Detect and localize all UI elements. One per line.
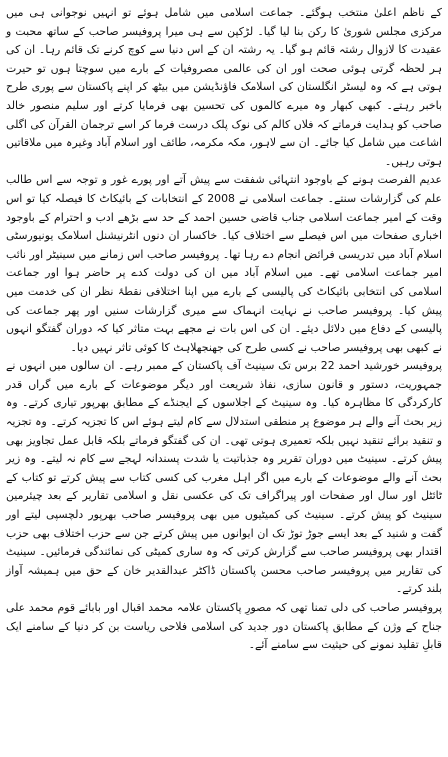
article-paragraph-2: عدیم الفرصت ہونے کے باوجود انتہائی شفقت سے پیش آتے اور پورے غور و توجہ سے اس طالب علم کی گزارشات سنتے۔ جماعت اسلامی نے 2008 کے انتخابات کے بائیکاٹ کا فیصلہ کیا تو اس وقت کے امیر جماعت اسلامی جناب قاضی حسین احمد کے حد سے بڑھے ادب و احترام کے باوجود اخباری صفحات میں اس فیصلے سے اختلاف کیا۔ خاکسار ان دنوں انٹرنیشنل اسلامک یونیورسٹی اسلام آباد میں تدریسی فرائض انجام دے رہا تھا۔ پروفیسر صاحب اس زمانے میں سینیٹر اور نائب امیر جماعت اسلامی تھے۔ میں اسلام آباد میں ان کی دولت کدے پر حاضر ہوا اور جماعت اسلامی کی انتخابی بائیکاٹ کی پالیسی کے بارے میں اپنا اختلافی نقطۂ نظر ان کی خدمت میں پیش کیا۔ پروفیسر صاحب نے نہایت انہماک سے میری گزارشات سنیں اور پھر جماعت کی پالیسی کے دفاع میں دلائل دیئے۔ ان کی اس بات نے مجھے بہت متاثر کیا کہ دوران گفتگو انہوں نے کبھی بھی پروفیسر صاحب نے کسی طرح کی جھنجھلاہٹ کا کوئی تاثر نہیں دیا۔ bbox=[6, 173, 442, 354]
article-paragraph-3: پروفیسر خورشید احمد 22 برس تک سینیٹ آف پاکستان کے ممبر رہے۔ ان سالوں میں انہوں نے جمہوریت، دستور و قانون سازی، نفاذ شریعت اور دیگر موضوعات کے بارے میں گراں قدر کارکردگی کا مظاہرہ کیا۔ وہ سینیٹ کے اجلاسوں کے ایجنڈے کے مطابق بھرپور تیاری کرتے۔ وہ زیر بحث آنے والے ہر موضوع پر منطقی استدلال سے کام لیتے ہوئے اس کا تجزیہ کرتے۔ وہ تجزیہ و تنقید برائے تنقید نہیں بلکہ تعمیری ہوتی تھی۔ ان کی گفتگو فرماتے بلکہ قابل عمل تجاویز بھی پیش کرتے۔ سینیٹ میں دوران تقریر وہ جذباتیت یا شدت پسندانہ لہجے سے کام نہ لیتے۔ وہ زیر بحث آنے والے موضوعات کے بارے میں اگر اہل مغرب کی کسی کتاب سے پیش کرتے تو کتاب کے ٹائٹل اور سال اور صفحات اور پیراگراف تک کی عکسی نقل و اسلامی تقاریر کے بعد چیئرمین سینیٹ کو پیش کرتے۔ سینیٹ کی کمیٹیوں میں بھی پروفیسر صاحب بھرپور دلچسپی لیتے اور گفت و شنید کے بعد ایسے جوڑ توڑ تک ان ایوانوں میں پیش کرتے جن سے حزب اختلاف بھی حزب اقتدار بھی پروفیسر صاحب سے گزارش کرتی کہ وہ ساری کمیٹی کی نمائندگی فرمائیں۔ سینیٹ کی تقاریر میں پروفیسر صاحب محسن پاکستان ڈاکٹر عبدالقدیر خان کے حق میں ہمیشہ آواز بلند کرتے۔ bbox=[6, 359, 442, 596]
article-paragraph-1: کے ناظم اعلیٰ منتخب ہوگئے۔ جماعت اسلامی میں شامل ہوئے تو انہیں نوجوانی ہی میں مرکزی مجلس شوریٰ کا رکن بنا لیا گیا۔ لڑکپن سے ہی میرا پروفیسر صاحب کے ساتھ محبت و عقیدت کا لازوال رشتہ قائم ہو گیا۔ یہ رشتہ ان کے اس دنیا سے کوچ کرنے تک قائم رہا۔ ان کی ہر لحظہ گرتی ہوئی صحت اور ان کی عالمی مصروفیات کے بارے میں سوچتا ہوں تو حیرت ہوتی ہے کہ وہ لیسٹر انگلستان کی اسلامک فاؤنڈیشن میں بیٹھ کر اپنے پاکستان سے پوری طرح باخبر رہتے۔ کبھی کبھار وہ میرے کالموں کی تحسین بھی فرمایا کرتے اور سلیم منصور خالد صاحب کو ہدایت فرماتے کہ فلاں کالم کی نوک پلک درست فرما کر اسے ترجمان القرآن کی اگلی اشاعت میں شامل کیا جائے۔ ان سے لاہور، مکہ مکرمہ، طائف اور اسلام آباد وغیرہ میں ملاقاتیں ہوتی رہیں۔ bbox=[6, 6, 442, 168]
article-paragraph-4: پروفیسر صاحب کی دلی تمنا تھی کہ مصورِ پاکستان علامہ محمد اقبال اور بابائے قوم محمد علی جناح کے وژن کے مطابق پاکستان دور جدید کی اسلامی فلاحی ریاست بن کر دنیا کے سامنے ایک قابلِ تقلید نمونے کی حیثیت سے سامنے آئے۔ bbox=[6, 601, 442, 652]
